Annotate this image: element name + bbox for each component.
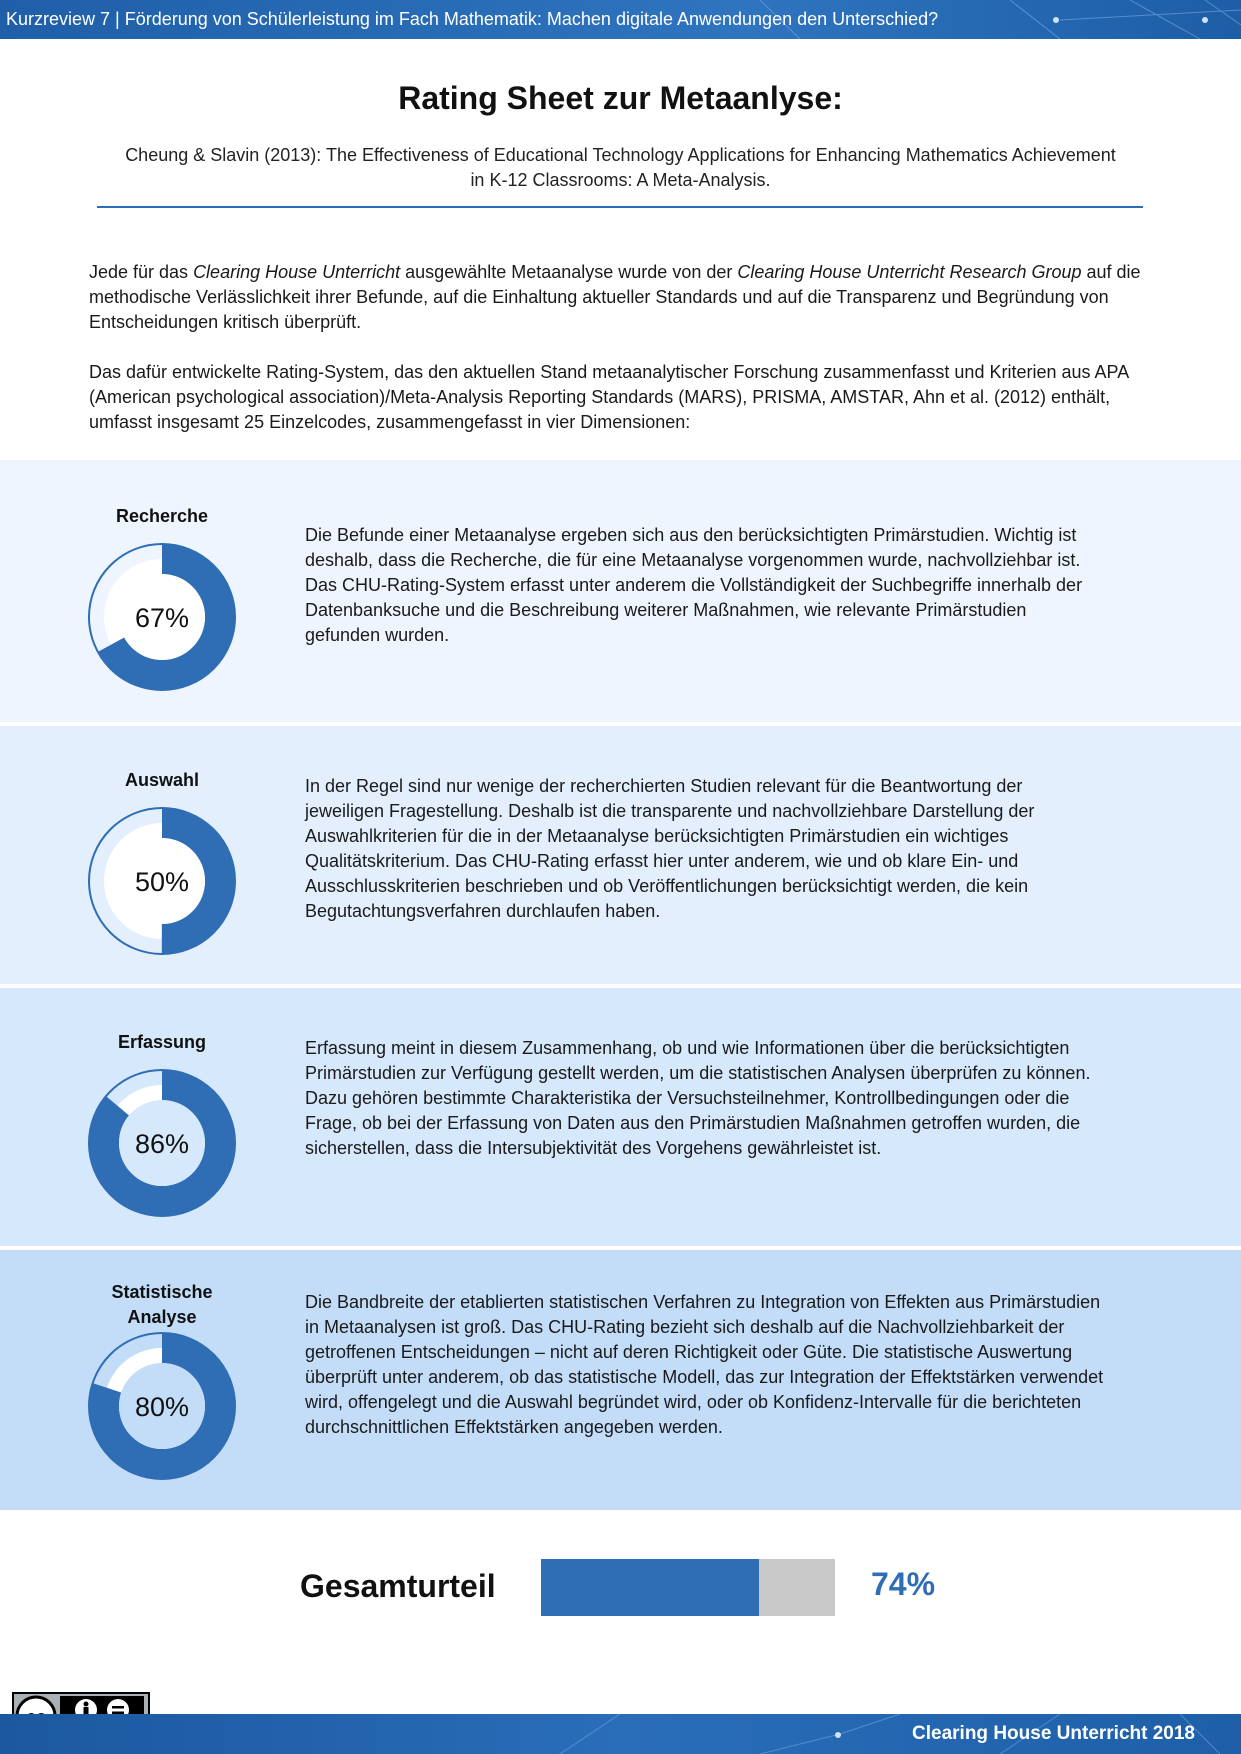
title-divider: [97, 206, 1143, 208]
section-description: Die Befunde einer Metaanalyse ergeben sich aus den berücksichtigten Primärstudien. Wichtig ist deshalb, dass die Recherche, die für eine Metaanalyse vorgenommen wurde, nachvollziehbar ist. Das CHU-Rating-System erfasst unter anderem die Vollständigkeit der Suchbegriffe innerhalb der Datenbanksuche und die Beschreibung weiterer Maßnahmen, wie relevante Primärstudien gefunden wurden.: [305, 525, 1083, 645]
donut-chart: [87, 1331, 237, 1481]
donut-chart: [87, 542, 237, 692]
donut-chart: [87, 806, 237, 956]
donut-value-label: 50%: [134, 867, 190, 897]
citation: [90, 143, 1151, 193]
intro-emphasis-1: Clearing House Unterricht: [193, 262, 401, 282]
donut-value-label: 86%: [134, 1129, 190, 1159]
donut-value-label: 67%: [134, 603, 190, 633]
donut-value-label: 80%: [134, 1392, 190, 1422]
intro-paragraph-2: Das dafür entwickelte Rating-System, das den aktuellen Stand metaanalytischer Forschung zusammenfasst und Kriterien aus APA (American psychological association)/Meta-Analysis Reporting Standards (MARS), PRISMA, AMSTAR, Ahn et al. (2012) enthält, umfasst insgesamt 25 Einzelcodes, zusammengefasst in vier Dimensionen:: [89, 362, 1129, 432]
section-description: Erfassung meint in diesem Zusammenhang, ob und wie Informationen über die berücksichtigten Primärstudien zur Verfügung gestellt werden, um die statistischen Analysen überprüfen zu können. Dazu gehören bestimmte Charakteristika der Versuchsteilnehmer, Kontrollbedingungen oder die Frage, ob bei der Erfassung von Daten aus den Primärstudien Maßnahmen getroffen wurden, die sicherstellen, dass die Intersubjektivität des Vorgehens gewährleistet ist.: [305, 1038, 1091, 1158]
intro-text-b: ausgewählte Metaanalyse wurde von der: [400, 262, 738, 282]
section-label: Auswahl: [124, 770, 199, 790]
citation-line-2: in K-12 Classrooms: A Meta-Analysis.: [470, 170, 771, 190]
header-title: Kurzreview 7 | Förderung von Schülerleistung im Fach Mathematik: Machen digitale Anwendungen den Unterschied?: [6, 9, 939, 29]
total-bar-fill: [541, 1559, 759, 1616]
section-erfassung: [0, 988, 1241, 1246]
section-label: Statistische Analyse: [111, 1282, 213, 1327]
section-statistische-analyse: [0, 1250, 1241, 1510]
section-description: Die Bandbreite der etablierten statistischen Verfahren zu Integration von Effekten aus Primärstudien in Metaanalysen ist groß. Das CHU-Rating bezieht sich deshalb auf die Nachvollziehbarkeit der getroffenen Entscheidungen – nicht auf deren Richtigkeit oder Güte. Die statistische Auswertung überprüft unter anderem, ob das statistische Modell, das zur Integration der Effektstärken verwendet wird, offengelegt und die Auswahl begründet wird, oder ob Konfidenz-Intervalle für die berichteten durchschnittlichen Effektstärken angegeben werden.: [305, 1292, 1104, 1437]
total-value: 74%: [871, 1566, 936, 1602]
footer-bar: [0, 1714, 1241, 1754]
section-label: Recherche: [115, 506, 209, 526]
intro-emphasis-2: Clearing House Unterricht Research Group: [737, 262, 1082, 282]
total-bar-track: [541, 1559, 835, 1616]
section-recherche: [0, 460, 1241, 722]
citation-line-1: Cheung & Slavin (2013): The Effectiveness of Educational Technology Applications for Enhancing Mathematics Achievement: [125, 145, 1116, 165]
footer-title: Clearing House Unterricht 2018: [912, 1723, 1195, 1744]
intro-text-a: Jede für das: [89, 262, 194, 282]
section-label: Erfassung: [117, 1032, 207, 1052]
intro-text-c: auf die methodische Verlässlichkeit ihrer Befunde, auf die Einhaltung aktueller Standards und auf die Transparenz und Begründung von Entscheidungen kritisch überprüft.: [89, 262, 1141, 332]
page-title: Rating Sheet zur Metaanlyse:: [398, 80, 843, 116]
section-description: In der Regel sind nur wenige der recherchierten Studien relevant für die Beantwortung der jeweiligen Fragestellung. Deshalb ist die transparente und nachvollziehbare Darstellung der Auswahlkriterien für die in der Metaanalyse berücksichtigten Primärstudien ein wichtiges Qualitätskriterium. Das CHU-Rating erfasst hier unter anderem, wie und ob klare Ein- und Ausschlusskriterien beschrieben und ob Veröffentlichungen berücksichtigt werden, die kein Begutachtungsverfahren durchlaufen haben.: [305, 776, 1035, 921]
section-auswahl: [0, 726, 1241, 984]
total-label: Gesamturteil: [300, 1568, 496, 1604]
donut-chart: [87, 1068, 237, 1218]
intro-paragraph-1: [89, 260, 1153, 335]
header-bar: [0, 0, 1241, 39]
